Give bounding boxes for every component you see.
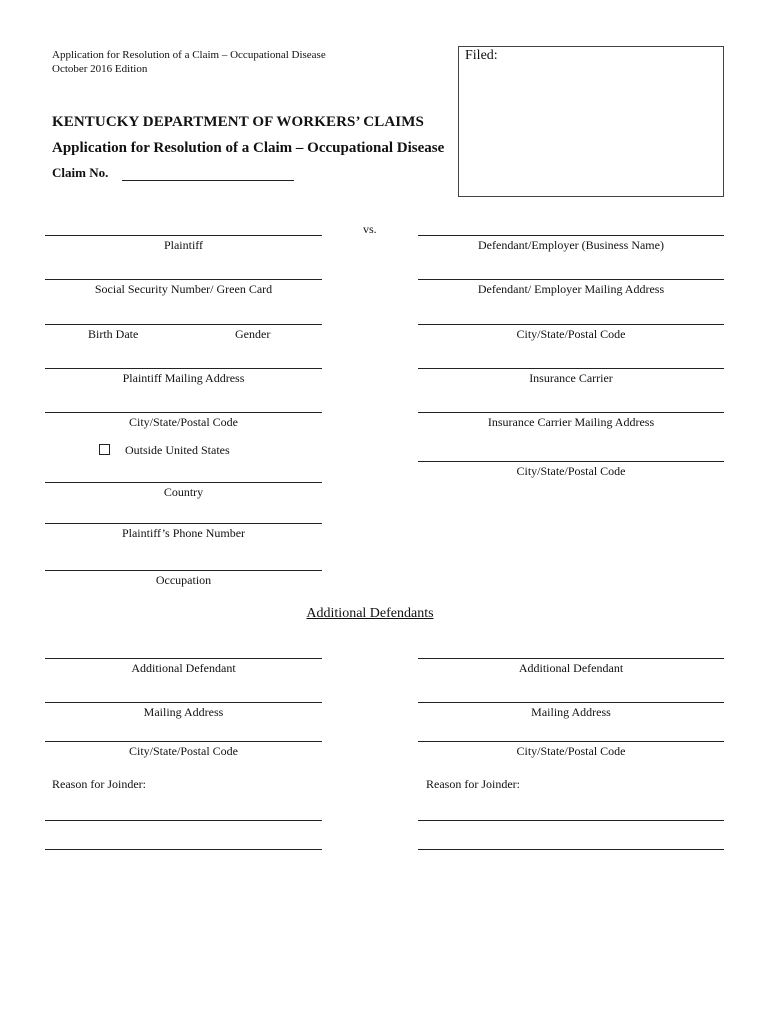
occupation-caption: Occupation: [155, 573, 212, 587]
filed-label: Filed:: [465, 48, 498, 63]
plaintiff-city-state-caption: City/State/Postal Code: [128, 415, 238, 429]
carrier-address-caption: Insurance Carrier Mailing Address: [487, 415, 655, 429]
additional-city-right-caption: City/State/Postal Code: [516, 744, 626, 758]
additional-city-right-field[interactable]: [418, 741, 724, 742]
reason-joinder-left-line-1[interactable]: [45, 820, 322, 821]
phone-caption: Plaintiff’s Phone Number: [121, 526, 246, 540]
reason-joinder-left-label: Reason for Joinder:: [52, 777, 146, 791]
plaintiff-mailing-address-field[interactable]: [45, 368, 322, 369]
plaintiff-field[interactable]: [45, 235, 322, 236]
insurance-carrier-field[interactable]: [418, 368, 724, 369]
outside-us-label: Outside United States: [125, 443, 230, 457]
form-title: Application for Resolution of a Claim – Occupational Disease: [52, 140, 445, 156]
birthdate-gender-field[interactable]: [45, 324, 322, 325]
employer-address-field[interactable]: [418, 279, 724, 280]
department-title: KENTUCKY DEPARTMENT OF WORKERS’ CLAIMS: [52, 114, 424, 130]
phone-field[interactable]: [45, 523, 322, 524]
occupation-field[interactable]: [45, 570, 322, 571]
additional-defendant-left-caption: Additional Defendant: [131, 661, 236, 675]
reason-joinder-right-label: Reason for Joinder:: [426, 777, 520, 791]
employer-address-caption: Defendant/ Employer Mailing Address: [477, 282, 665, 296]
employer-name-field[interactable]: [418, 235, 724, 236]
employer-name-caption: Defendant/Employer (Business Name): [478, 238, 664, 252]
additional-mailing-right-field[interactable]: [418, 702, 724, 703]
additional-mailing-left-caption: Mailing Address: [143, 705, 224, 719]
insurance-carrier-caption: Insurance Carrier: [529, 371, 613, 385]
reason-joinder-right-line-1[interactable]: [418, 820, 724, 821]
form-name-header: Application for Resolution of a Claim – Occupational Disease: [52, 49, 326, 61]
additional-mailing-right-caption: Mailing Address: [531, 705, 611, 719]
edition-label: October 2016 Edition: [52, 63, 148, 75]
additional-city-left-caption: City/State/Postal Code: [128, 744, 238, 758]
employer-city-state-field[interactable]: [418, 324, 724, 325]
country-field[interactable]: [45, 482, 322, 483]
plaintiff-caption: Plaintiff: [163, 238, 204, 252]
additional-defendants-heading: Additional Defendants: [306, 606, 434, 621]
additional-defendant-right-field[interactable]: [418, 658, 724, 659]
outside-us-checkbox[interactable]: [99, 444, 110, 455]
additional-defendant-left-field[interactable]: [45, 658, 322, 659]
reason-joinder-right-line-2[interactable]: [418, 849, 724, 850]
country-caption: Country: [163, 485, 204, 499]
carrier-city-state-caption: City/State/Postal Code: [516, 464, 626, 478]
plaintiff-city-state-field[interactable]: [45, 412, 322, 413]
filed-stamp-box: [458, 46, 724, 197]
carrier-address-field[interactable]: [418, 412, 724, 413]
ssn-caption: Social Security Number/ Green Card: [94, 282, 273, 296]
reason-joinder-left-line-2[interactable]: [45, 849, 322, 850]
gender-caption: Gender: [235, 327, 271, 341]
additional-mailing-left-field[interactable]: [45, 702, 322, 703]
vs-label: vs.: [363, 222, 377, 236]
carrier-city-state-field[interactable]: [418, 461, 724, 462]
ssn-field[interactable]: [45, 279, 322, 280]
claim-no-field[interactable]: [122, 180, 294, 181]
employer-city-state-caption: City/State/Postal Code: [516, 327, 626, 341]
birth-date-caption: Birth Date: [88, 327, 139, 341]
additional-defendant-right-caption: Additional Defendant: [518, 661, 624, 675]
additional-city-left-field[interactable]: [45, 741, 322, 742]
plaintiff-mailing-address-caption: Plaintiff Mailing Address: [122, 371, 245, 385]
claim-no-label: Claim No.: [52, 165, 109, 180]
